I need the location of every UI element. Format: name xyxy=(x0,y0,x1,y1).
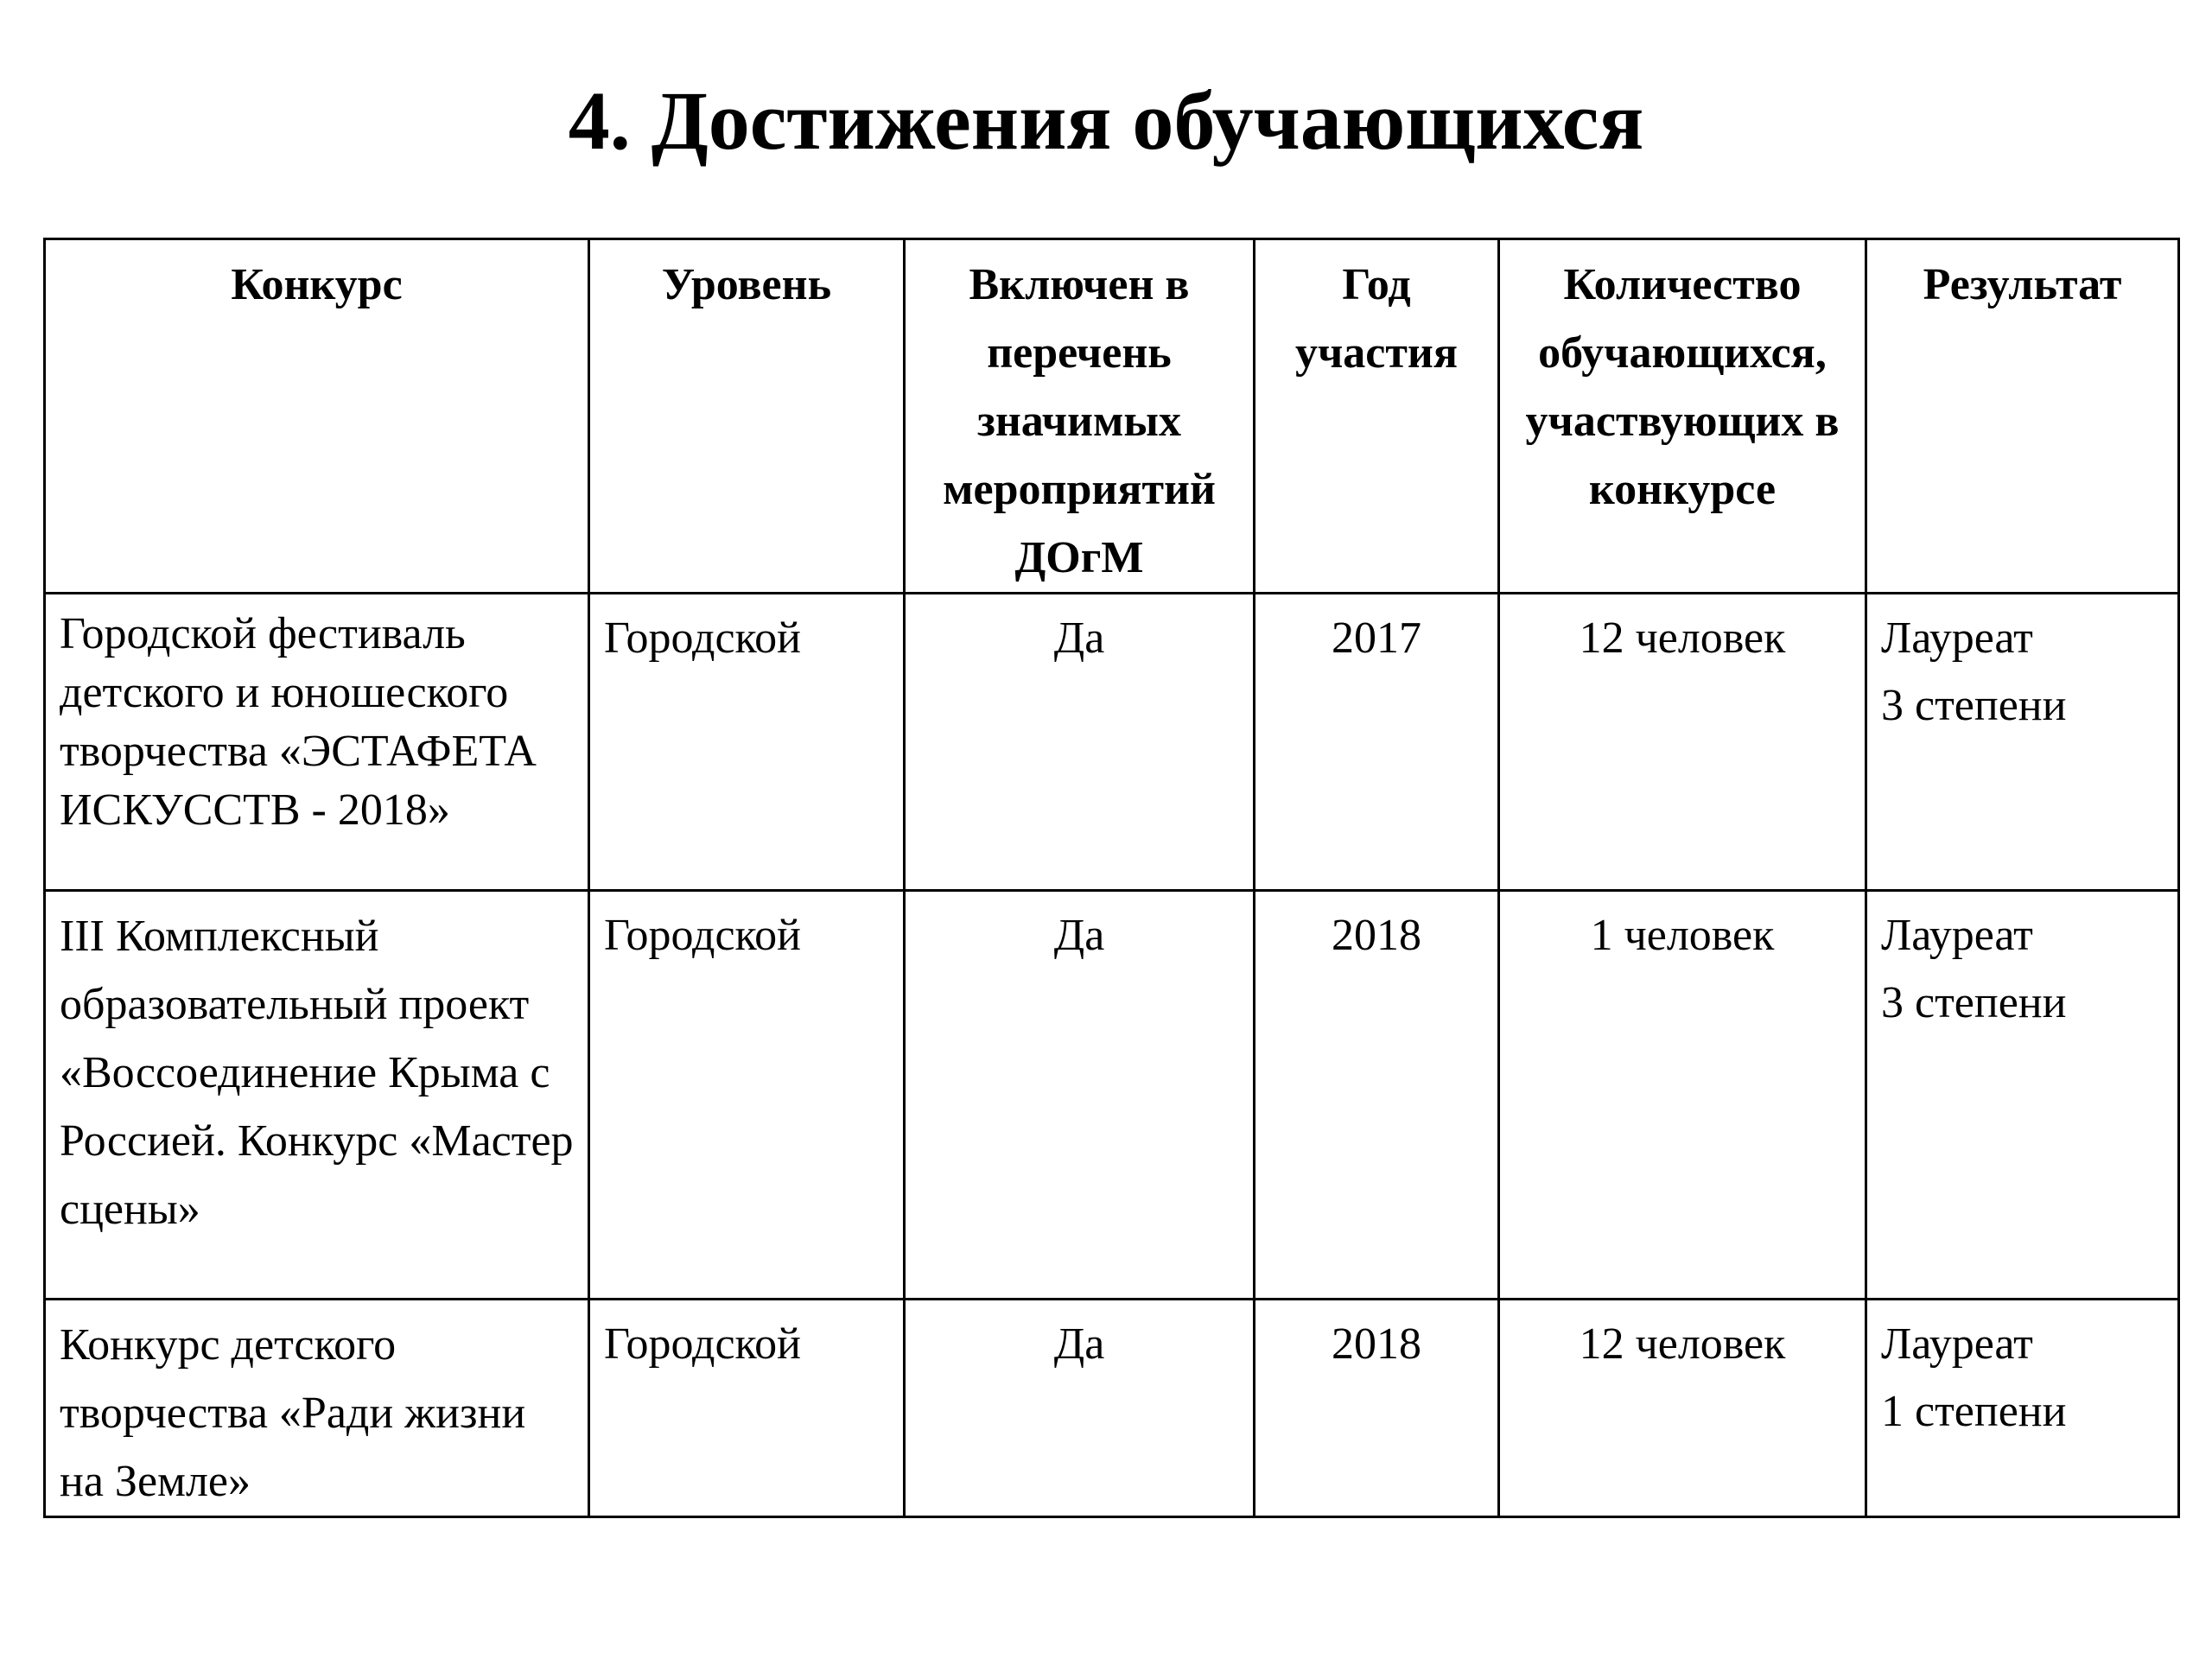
cell-contest: Конкурс детского творчества «Ради жизни на Земле» xyxy=(45,1300,589,1517)
table-row xyxy=(45,1300,2179,1517)
cell-contest: III Комплексный образовательный проект «Воссоединение Крыма с Россией. Конкурс «Мастер сцены» xyxy=(45,891,589,1300)
header-result: Результат xyxy=(1866,239,2179,594)
cell-result xyxy=(1866,891,2179,1300)
achievements-table xyxy=(43,238,2180,1518)
cell-participants: 1 человек xyxy=(1499,891,1866,1300)
header-participants: Количество обучающихся, участвующих в конкурсе xyxy=(1499,239,1866,594)
cell-result xyxy=(1866,594,2179,891)
cell-included: Да xyxy=(905,1300,1255,1517)
cell-participants: 12 человек xyxy=(1499,594,1866,891)
result-title: Лауреат xyxy=(1881,911,2033,960)
header-year: Год участия xyxy=(1255,239,1499,594)
cell-participants: 12 человек xyxy=(1499,1300,1866,1517)
cell-included: Да xyxy=(905,594,1255,891)
result-degree: 3 степени xyxy=(1881,681,2067,730)
result-title: Лауреат xyxy=(1881,613,2033,663)
result-degree: 1 степени xyxy=(1881,1387,2067,1436)
cell-year: 2018 xyxy=(1255,1300,1499,1517)
result-title: Лауреат xyxy=(1881,1319,2033,1369)
header-included: Включен в перечень значимых мероприятий ДОгМ xyxy=(905,239,1255,594)
table-header-row xyxy=(45,239,2179,594)
cell-year: 2018 xyxy=(1255,891,1499,1300)
cell-level: Городской xyxy=(589,891,905,1300)
header-contest: Конкурс xyxy=(45,239,589,594)
slide-title: 4. Достижения обучающихся xyxy=(568,74,1644,167)
cell-result xyxy=(1866,1300,2179,1517)
cell-level: Городской xyxy=(589,594,905,891)
header-level: Уровень xyxy=(589,239,905,594)
cell-contest: Городской фестиваль детского и юношеского творчества «ЭСТАФЕТА ИСКУССТВ - 2018» xyxy=(45,594,589,891)
cell-included: Да xyxy=(905,891,1255,1300)
table-row xyxy=(45,891,2179,1300)
table-row xyxy=(45,594,2179,891)
cell-level: Городской xyxy=(589,1300,905,1517)
result-degree: 3 степени xyxy=(1881,978,2067,1027)
cell-year: 2017 xyxy=(1255,594,1499,891)
